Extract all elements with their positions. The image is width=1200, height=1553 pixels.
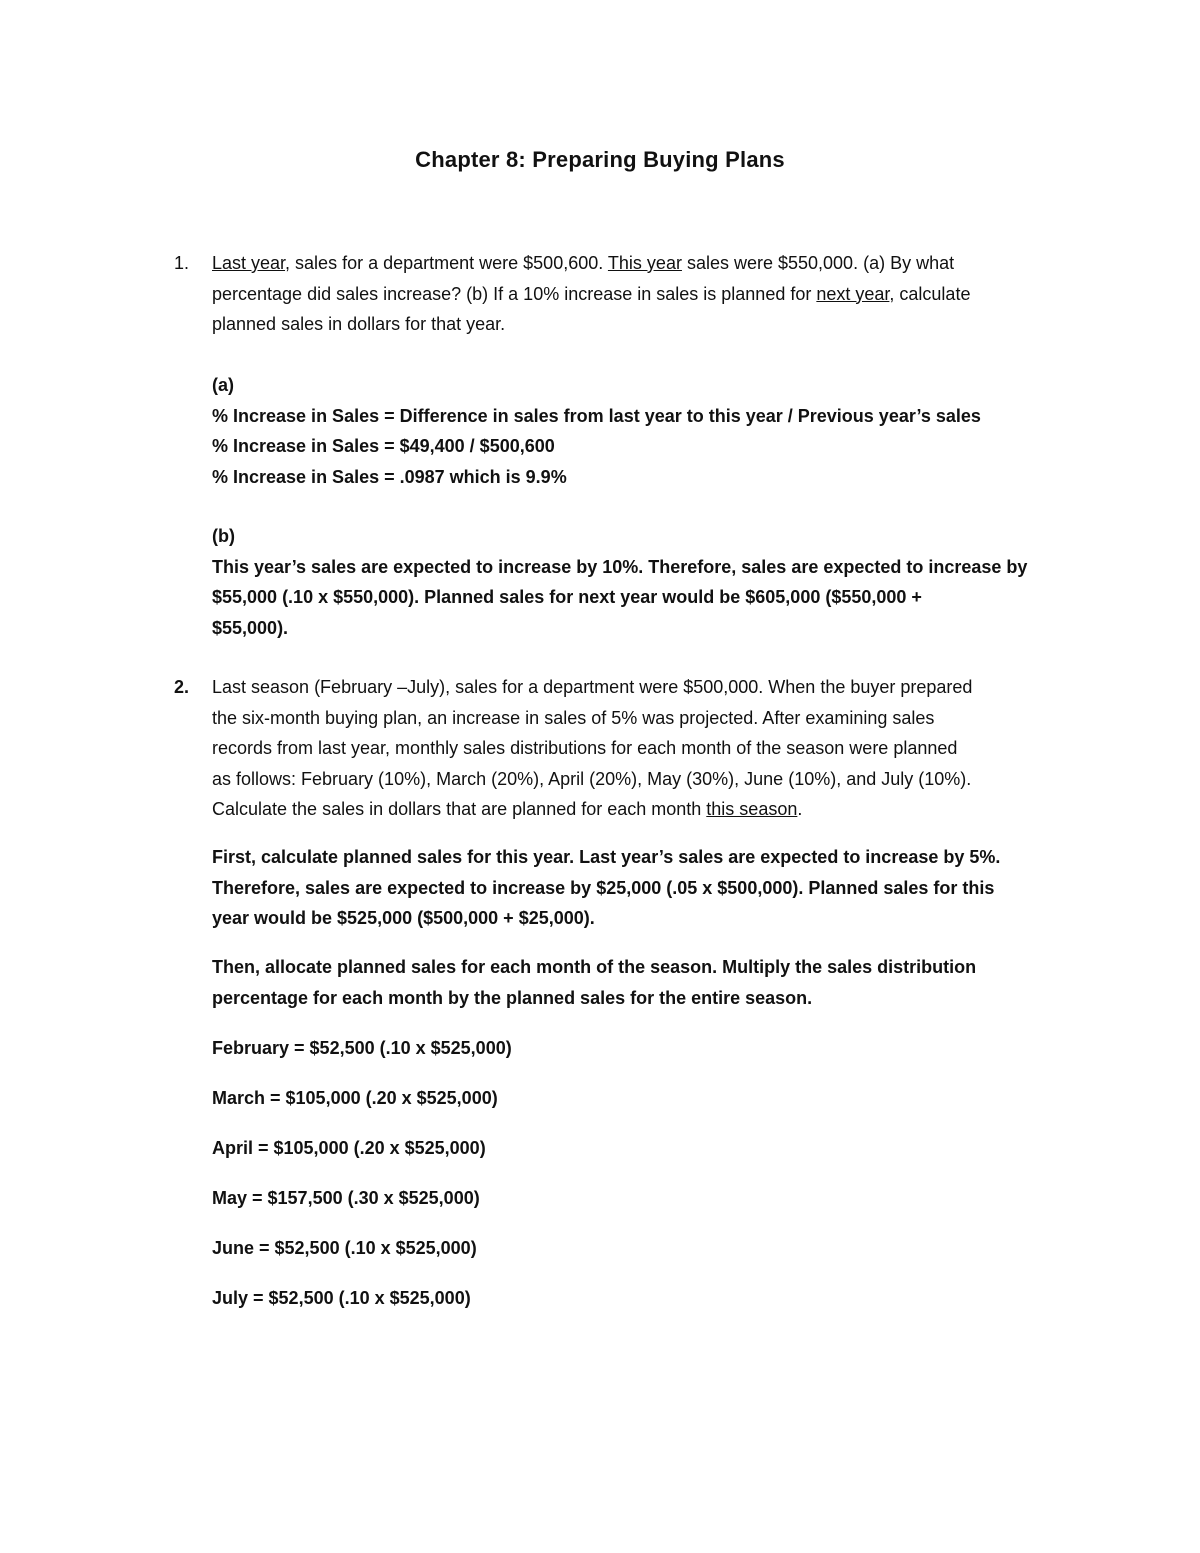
- month-allocation-march: March = $105,000 (.20 x $525,000): [212, 1088, 498, 1108]
- part-a-label: (a): [212, 375, 234, 395]
- prompt-line: Last season (February –July), sales for a department were $500,000. When the buyer prepared: [212, 677, 973, 697]
- prompt-line: the six-month buying plan, an increase in sales of 5% was projected. After examining sales: [212, 707, 935, 728]
- underlined-this-season: this season: [706, 799, 798, 819]
- answer-line: This year’s sales are expected to increase by 10%. Therefore, sales are expected to increase by: [212, 556, 1028, 577]
- prompt-text: percentage did sales increase? (b) If a 10% increase in sales is planned for: [212, 283, 817, 304]
- question-2-number: 2.: [174, 677, 190, 697]
- answer-part-a: [212, 370, 1072, 492]
- answer-line: $55,000).: [212, 617, 289, 638]
- prompt-text: , calculate: [889, 283, 971, 304]
- answer-line: % Increase in Sales = Difference in sales from last year to this year / Previous year’s sales: [212, 405, 981, 426]
- underlined-next-year: next year: [816, 283, 890, 304]
- question-1-number: 1.: [174, 253, 190, 273]
- answer-line: $55,000 (.10 x $550,000). Planned sales for next year would be $605,000 ($550,000 +: [212, 587, 922, 607]
- question-2-prompt: [212, 672, 1072, 825]
- answer-line: % Increase in Sales = .0987 which is 9.9%: [212, 466, 567, 487]
- part-b-label: (b): [212, 526, 235, 546]
- answer-step-2: [212, 952, 1072, 1013]
- question-1-prompt: [212, 248, 1072, 340]
- answer-part-b: [212, 521, 1072, 643]
- month-allocation-june: June = $52,500 (.10 x $525,000): [212, 1238, 477, 1258]
- prompt-text: , sales for a department were $500,600.: [285, 253, 608, 273]
- prompt-line: [212, 248, 1072, 279]
- month-allocation-may: May = $157,500 (.30 x $525,000): [212, 1188, 480, 1208]
- answer-line: year would be $525,000 ($500,000 + $25,000).: [212, 908, 595, 928]
- prompt-line: as follows: February (10%), March (20%), April (20%), May (30%), June (10%), and July (10%).: [212, 768, 972, 789]
- prompt-text: Calculate the sales in dollars that are planned for each month: [212, 799, 707, 819]
- underlined-this-year: This year: [607, 253, 682, 273]
- answer-line: First, calculate planned sales for this year. Last year’s sales are expected to increase by 5%.: [212, 847, 1001, 867]
- answer-step-1: [212, 842, 1072, 934]
- answer-line: percentage for each month by the planned sales for the entire season.: [212, 987, 813, 1008]
- prompt-line: records from last year, monthly sales distributions for each month of the season were planned: [212, 738, 958, 758]
- answer-line: Therefore, sales are expected to increase by $25,000 (.05 x $500,000). Planned sales for this: [212, 877, 995, 898]
- prompt-text: sales were $550,000. (a) By what: [681, 253, 955, 273]
- page-title: Chapter 8: Preparing Buying Plans: [415, 147, 785, 172]
- month-allocation-february: February = $52,500 (.10 x $525,000): [212, 1038, 512, 1058]
- underlined-last-year: Last year: [212, 253, 286, 273]
- month-allocation-july: July = $52,500 (.10 x $525,000): [212, 1288, 471, 1308]
- answer-line: Then, allocate planned sales for each month of the season. Multiply the sales distribution: [212, 957, 977, 977]
- prompt-text: .: [797, 799, 803, 819]
- prompt-line: [212, 794, 1072, 825]
- answer-line: % Increase in Sales = $49,400 / $500,600: [212, 436, 555, 456]
- prompt-line: [212, 279, 1072, 310]
- prompt-line: planned sales in dollars for that year.: [212, 314, 506, 334]
- month-allocation-april: April = $105,000 (.20 x $525,000): [212, 1138, 486, 1158]
